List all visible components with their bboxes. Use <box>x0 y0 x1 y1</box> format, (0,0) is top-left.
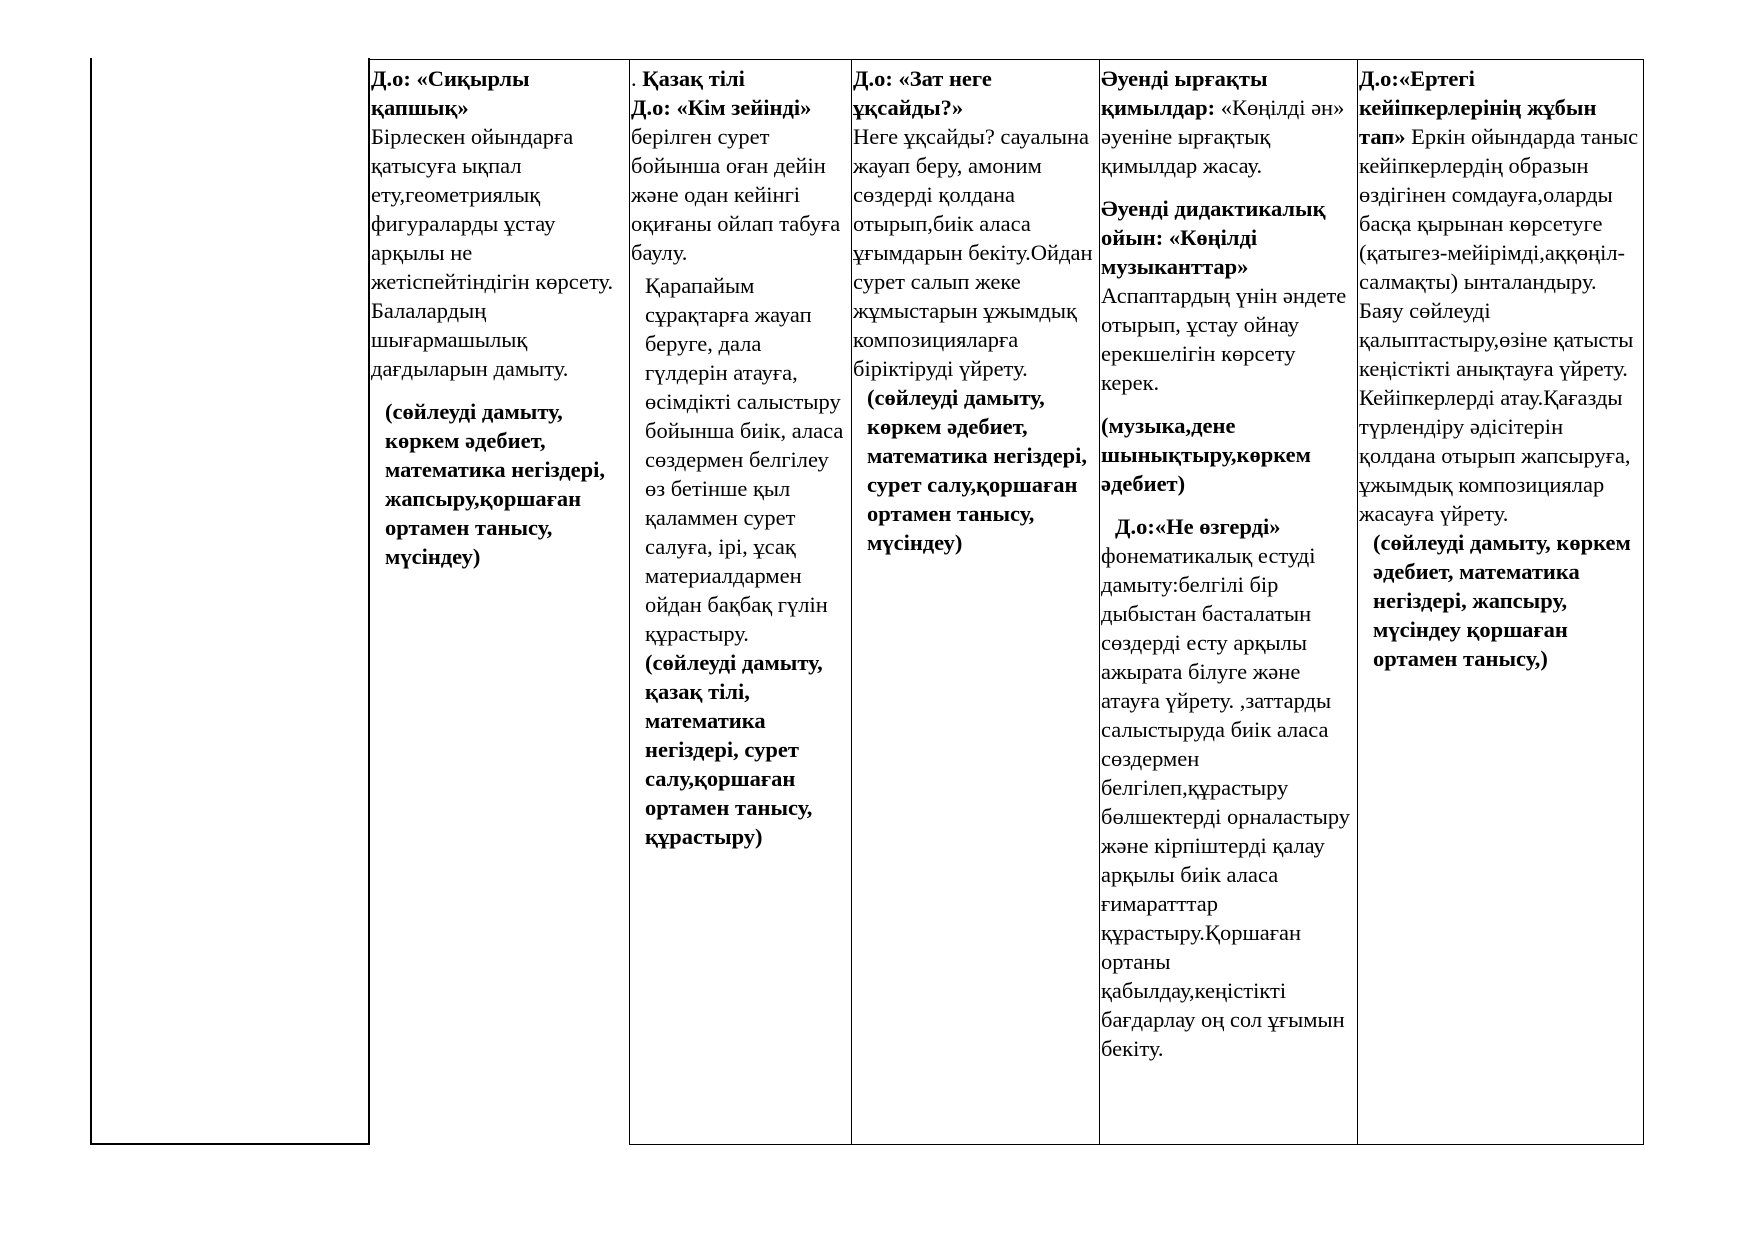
cell-title-2: Әуенді дидактикалық ойын: «Көңілді музыканттар» <box>1101 196 1326 279</box>
cell-magic-bag <box>371 64 625 571</box>
column-divider-4 <box>1099 60 1100 1145</box>
cell-text-2: Қарапайым сұрақтарға жауап беруге, дала гүлдерін атауға, өсімдікті салыстыру бойынша биік, аласа сөздермен белгілеу өз бетінше қыл қаламмен сурет салуға, ірі, ұсақ материалдармен ойдан бақбақ гүлін құрастыру. <box>645 273 844 646</box>
column-divider-5 <box>1357 60 1358 1145</box>
cell-text: Бірлескен ойындарға қатысуға ықпал ету,геометриялық фигураларды ұстау арқылы не жетіспейтіндігін көрсету. Балалардың шығармашылық дағдыларын дамыту. <box>371 124 614 381</box>
cell-title: Д.о: «Кім зейінді» <box>631 95 812 120</box>
cell-title: Д.о: «Зат неге ұқсайды?» <box>853 66 992 120</box>
table-border-bottom-right <box>629 1144 1644 1145</box>
cell-text-2: Аспаптардың үнін әндете отырып, ұстау ойнау ерекшелігін көрсету керек. <box>1101 283 1347 395</box>
cell-tags: (сөйлеуді дамыту, көркем әдебиет, математика негіздері, жапсыру, мүсіндеу қоршаған ортамен танысу,) <box>1373 530 1631 671</box>
column-divider-3 <box>851 60 852 1145</box>
column-divider-1 <box>368 58 370 1145</box>
cell-who-is-attentive <box>631 64 849 851</box>
cell-block-1 <box>1101 64 1355 180</box>
table-border-bottom-left <box>90 1143 370 1145</box>
cell-text: Неге ұқсайды? сауалына жауап беру, амоним сөздерді қолдана отырып,биік аласа ұғымдарын бекіту.Ойдан сурет салып жеке жұмыстарын ұжымдық композицияларға біріктіруді үйрету. <box>853 124 1093 381</box>
cell-tags: (сөйлеуді дамыту, қазақ тілі, математика негіздері, сурет салу,қоршаған ортамен танысу, құрастыру) <box>645 650 823 849</box>
cell-title: Д.о:«Ертегі кейіпкерлерінің жұбын тап» <box>1359 66 1597 149</box>
cell-title-1: Әуенді ырғақты қимылдар: <box>1101 66 1268 120</box>
cell-title: Д.о: «Сиқырлы қапшық» <box>371 66 530 120</box>
cell-text-1: «Көңілді ән» әуеніне ырғақтық қимылдар жасау. <box>1101 95 1345 178</box>
cell-tags: (сөйлеуді дамыту, көркем әдебиет, математика негіздері, жапсыру,қоршаған ортамен танысу, мүсіндеу) <box>385 399 606 569</box>
cell-tags: (сөйлеуді дамыту, көркем әдебиет, математика негіздері, сурет салу,қоршаған ортамен танысу, мүсіндеу) <box>867 385 1088 555</box>
cell-text: берілген сурет бойынша оған дейін және одан кейінгі оқиғаны ойлап табуға баулу. <box>631 124 841 265</box>
cell-title-3: Д.о:«Не өзгерді» <box>1115 514 1281 539</box>
cell-subject-line: . Қазақ тілі <box>631 66 745 91</box>
cell-subject: Қазақ тілі <box>642 66 745 91</box>
cell-block <box>1359 64 1641 528</box>
cell-fairy-tale-pairs <box>1359 64 1641 673</box>
cell-text-3: фонематикалық естуді дамыту:белгілі бір дыбыстан басталатын сөздерді есту арқылы ажырата білуге және атауға үйрету. ,заттарды салыстыруда биік аласа сөздермен белгілеп,құрастыру бөлшектерді орналастыру және кірпіштерді қалау арқылы биік аласа ғимаратттар құрастыру.Қоршаған ортаны қабылдау,кеңістікті бағдарлау оң сол ұғымын бекіту. <box>1101 543 1351 1061</box>
column-divider-2 <box>629 60 630 1145</box>
cell-tags: (музыка,дене шынықтыру,көркем әдебиет) <box>1101 413 1311 496</box>
cell-text: Еркін ойындарда таныс кейіпкерлердің образын өздігінен сомдауға,оларды басқа қырынан көрсетуге (қатыгез-мейірімді,аққөңіл-салмақты) ынталандыру. Баяу сөйлеуді қалыптастыру,өзіне қатысты кеңістікті анықтауға үйрету. Кейіпкерлерді атау.Қағазды түрлендіру әдісітерін қолдана отырып жапсыруға, ұжымдық композициялар жасауға үйрету. <box>1359 124 1639 526</box>
table-border-left <box>90 58 92 1145</box>
cell-what-does-it-resemble <box>853 64 1097 557</box>
table-border-right <box>1643 60 1644 1145</box>
cell-music-activities <box>1101 64 1355 1063</box>
table-border-top <box>368 59 1644 60</box>
